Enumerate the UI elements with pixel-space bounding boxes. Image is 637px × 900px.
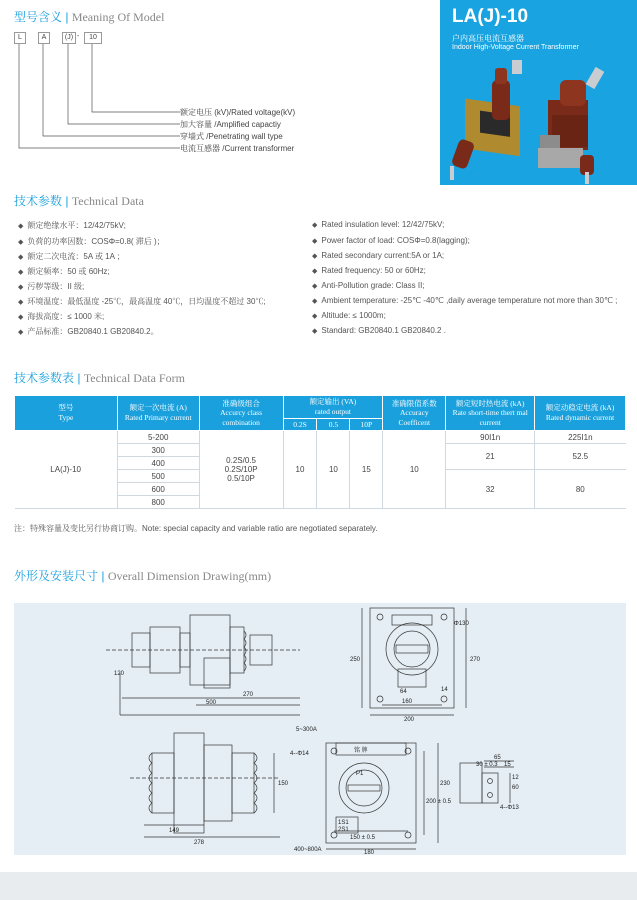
cell-primary: 5-200 — [117, 431, 199, 444]
dim-200: 200 — [404, 717, 415, 723]
dim-60: 60 — [512, 785, 519, 791]
dim-holes-14: 4--Φ14 — [290, 751, 309, 757]
diamond-bullet-icon: ◆ — [312, 268, 318, 275]
dimension-title: 外形及安装尺寸 | Overall Dimension Drawing(mm) — [14, 569, 272, 583]
cell-thermal: 21 — [446, 444, 535, 470]
model-meaning-title-cn: 型号含义 — [14, 10, 63, 24]
td-en-item: ◆ Power factor of load: COSΦ=0.8(lagging); — [312, 236, 470, 245]
diamond-bullet-icon: ◆ — [18, 329, 24, 336]
dim-230: 230 — [440, 781, 451, 787]
label-5-300a: 5~300A — [296, 727, 317, 733]
dim-30: 30 ± 0.3 — [476, 762, 498, 768]
cell-accuracy: 0.2S/0.5 0.2S/10P 0.5/10P — [199, 431, 283, 509]
dim-holes-13: 4--Φ13 — [500, 805, 519, 811]
technical-data-title-cn: 技术参数 — [14, 194, 63, 208]
cell-out-05: 10 — [317, 431, 350, 509]
spec-table — [14, 395, 626, 509]
page-footer-band — [0, 872, 637, 900]
model-line-voltage: 额定电压 (kV)/Rated voltage(kV) — [180, 108, 296, 117]
data-form-title: 技术参数表 | Technical Data Form — [14, 371, 185, 385]
model-line-wall: 穿墙式 /Penetrating wall type — [180, 132, 283, 141]
model-meaning-title-en: Meaning Of Model — [71, 10, 165, 24]
th-out-10p: 10P — [350, 418, 383, 431]
dim-250: 250 — [350, 657, 361, 663]
label-400-800a: 400~800A — [294, 847, 322, 853]
dim-65: 65 — [494, 755, 501, 761]
dim-270-right: 270 — [470, 657, 481, 663]
cell-dynamic: 80 — [535, 470, 626, 509]
data-form-title-cn: 技术参数表 — [14, 371, 75, 385]
model-meaning-title: 型号含义 | Meaning Of Model — [14, 10, 165, 24]
dim-12: 12 — [512, 775, 519, 781]
table-row — [15, 431, 626, 444]
header-title-cn: 户内高压电流互感器 — [452, 34, 524, 43]
th-dynamic: 额定动稳定电流 (kA) Rated dynamic current — [535, 396, 626, 431]
td-en-item: ◆ Standard: GB20840.1 GB20840.2 . — [312, 326, 446, 335]
model-line-ct: 电流互感器 /Current transformer — [180, 144, 295, 153]
cell-primary: 300 — [117, 444, 199, 457]
code-box-a: A — [38, 32, 50, 44]
table-note: 注：特殊容量及变比另行协商订购。Note: special capacity and variable ratio are negotiated separately. — [14, 524, 378, 533]
dim-14: 14 — [441, 687, 448, 693]
table-header-row — [15, 396, 626, 419]
cell-primary: 800 — [117, 496, 199, 509]
cell-primary: 500 — [117, 470, 199, 483]
th-primary: 额定一次电流 (A) Rated Primary current — [117, 396, 199, 431]
front-view-small — [362, 608, 466, 715]
model-line-capacity: 加大容量 /Amplified capactiy — [180, 120, 281, 129]
code-dash: - — [77, 33, 80, 40]
th-accuracy: 准确级组合 Accurcy class combination — [199, 396, 283, 431]
diamond-bullet-icon: ◆ — [18, 314, 24, 321]
td-cn-item: ◆ 海拔高度：≤ 1000 米; — [18, 312, 105, 321]
technical-data-title-en: Technical Data — [71, 194, 144, 208]
td-cn-item: ◆ 额定绝缘水平：12/42/75kV; — [18, 221, 126, 230]
dim-278: 278 — [194, 840, 205, 846]
diamond-bullet-icon: ◆ — [312, 298, 318, 305]
header-title-en: Indoor High-Voltage Current Transformer — [452, 44, 579, 51]
td-en-item: ◆ Rated insulation level: 12/42/75kV; — [312, 220, 445, 229]
dim-200-bottom: 200 ± 0.5 — [426, 799, 451, 805]
dim-180: 180 — [364, 850, 375, 855]
th-out-025: 0.2S — [283, 418, 317, 431]
cell-dynamic: 52.5 — [535, 444, 626, 470]
td-cn-item: ◆ 污秽等级：II 级; — [18, 282, 85, 291]
cell-out-025: 10 — [283, 431, 317, 509]
th-output: 额定输出 (VA) rated output — [283, 396, 383, 419]
td-en-item: ◆ Ambient temperature: -25℃ -40℃ ,daily average temperature not more than 30℃ ; — [312, 296, 618, 305]
td-en-item: ◆ Rated frequency: 50 or 60Hz; — [312, 266, 426, 275]
dimension-drawing — [14, 603, 626, 855]
diamond-bullet-icon: ◆ — [18, 223, 24, 230]
td-en-item: ◆ Altitude: ≤ 1000m; — [312, 311, 386, 320]
dimension-title-en: Overall Dimension Drawing(mm) — [107, 569, 272, 583]
diamond-bullet-icon: ◆ — [312, 238, 318, 245]
front-view-large — [326, 743, 438, 849]
th-out-05: 0.5 — [317, 418, 350, 431]
side-view-small — [106, 615, 300, 715]
th-type: 型号 Type — [15, 396, 118, 431]
td-cn-item: ◆ 环境温度：最低温度 -25℃，最高温度 40℃，日均温度不超过 30℃; — [18, 297, 266, 306]
s1-label: 1S1 — [338, 820, 349, 826]
th-thermal: 额定短时热电流 (kA) Rate short-time thert mal current — [446, 396, 535, 431]
p1-label: P1 — [356, 771, 364, 777]
cell-primary: 600 — [117, 483, 199, 496]
diamond-bullet-icon: ◆ — [312, 283, 318, 290]
dim-149: 149 — [169, 828, 180, 834]
th-limit: 准确限值系数 Accuracy Coefficent — [383, 396, 446, 431]
diamond-bullet-icon: ◆ — [18, 254, 24, 261]
td-cn-item: ◆ 负荷的功率因数：COSΦ=0.8( 滞后 )； — [18, 237, 165, 246]
diamond-bullet-icon: ◆ — [18, 269, 24, 276]
transformer-left-illustration — [450, 60, 522, 180]
td-en-item: ◆ Rated secondary current:5A or 1A; — [312, 251, 445, 260]
diamond-bullet-icon: ◆ — [312, 328, 318, 335]
dim-120: 120 — [114, 671, 125, 677]
cell-dynamic: 225I1n — [535, 431, 626, 444]
cell-thermal: 32 — [446, 470, 535, 509]
cell-primary: 400 — [117, 457, 199, 470]
dim-15: 15 — [504, 762, 511, 768]
dimension-title-cn: 外形及安装尺寸 — [14, 569, 99, 583]
dim-150-bottom: 150 ± 0.5 — [350, 835, 375, 841]
code-box-j: (J) — [62, 32, 76, 44]
dimension-drawing-panel — [14, 603, 626, 855]
td-en-item: ◆ Anti-Pollution grade: Class II; — [312, 281, 425, 290]
model-title: LA(J)-10 — [452, 6, 529, 27]
code-box-l: L — [14, 32, 26, 44]
diamond-bullet-icon: ◆ — [312, 313, 318, 320]
cell-thermal: 90I1n — [446, 431, 535, 444]
dim-150-left: 150 — [278, 781, 289, 787]
td-cn-item: ◆ 额定频率：50 或 60Hz; — [18, 267, 110, 276]
diamond-bullet-icon: ◆ — [18, 239, 24, 246]
dim-phi130: Φ130 — [454, 621, 469, 627]
code-box-10: 10 — [84, 32, 102, 44]
model-leader-lines — [0, 44, 190, 159]
nameplate-label: 铭 牌 — [354, 748, 368, 754]
dim-64: 64 — [400, 689, 407, 695]
dim-160: 160 — [402, 699, 413, 705]
cell-out-10p: 15 — [350, 431, 383, 509]
diamond-bullet-icon: ◆ — [18, 284, 24, 291]
diamond-bullet-icon: ◆ — [312, 253, 318, 260]
td-cn-item: ◆ 额定二次电流：5A 或 1A ； — [18, 252, 125, 261]
technical-data-title: 技术参数 | Technical Data — [14, 194, 144, 208]
cell-type: LA(J)-10 — [15, 431, 118, 509]
s2-label: 2S1 — [338, 827, 349, 833]
cell-limit: 10 — [383, 431, 446, 509]
dim-270: 270 — [242, 692, 254, 698]
side-view-large — [130, 733, 280, 837]
diamond-bullet-icon: ◆ — [18, 299, 24, 306]
transformer-right-illustration — [538, 67, 604, 184]
diamond-bullet-icon: ◆ — [312, 222, 318, 229]
data-form-title-en: Technical Data Form — [83, 371, 185, 385]
product-photo — [440, 60, 637, 185]
td-cn-item: ◆ 产品标准：GB20840.1 GB20840.2。 — [18, 327, 159, 336]
dim-500: 500 — [205, 700, 217, 706]
